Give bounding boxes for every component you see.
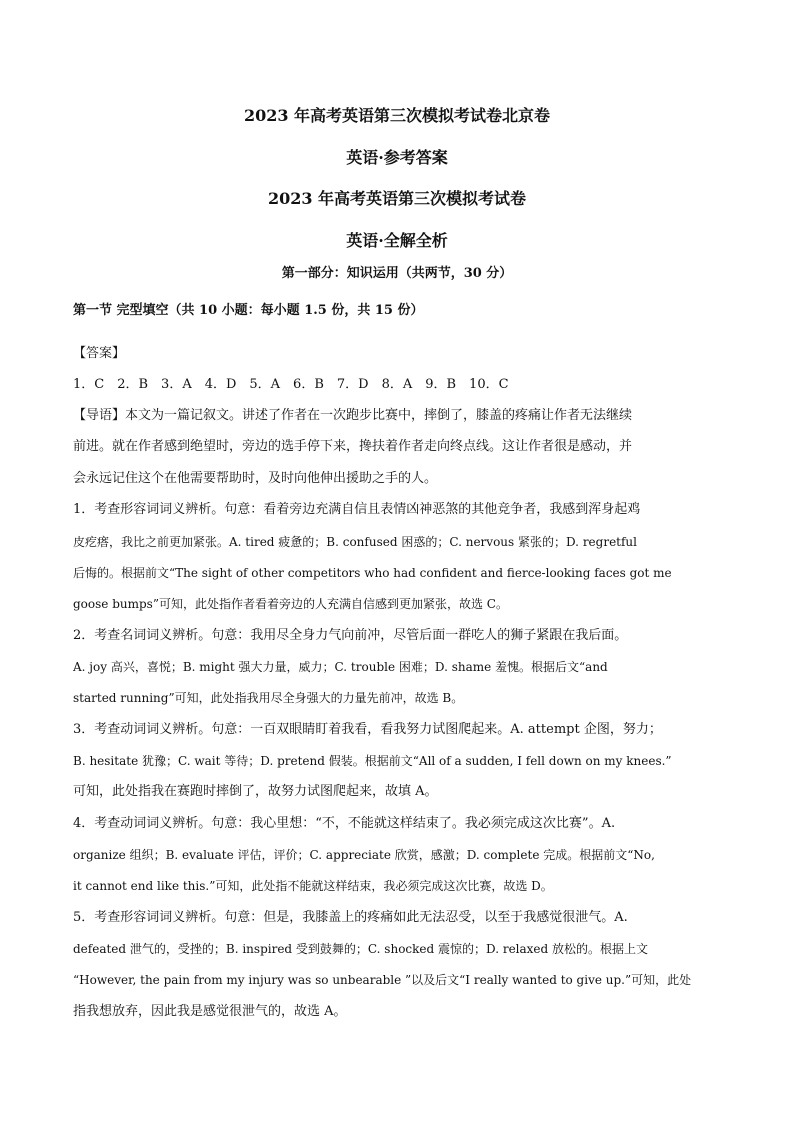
explanation-line: 5．考查形容词词义辨析。句意：但是，我膝盖上的疼痛如此无法忍受，以至于我感觉很泄气。A. [73,910,628,925]
answer-label: 【答案】 [73,346,126,361]
intro-line: 前进。就在作者感到绝望时，旁边的选手停下来，搀扶着作者走向终点线。这让作者很是感动，并 [73,439,633,454]
section-title: 第一节 完型填空（共 10 小题：每小题 1.5 份，共 15 份） [73,303,424,318]
explanation-line: 3．考查动词词义辨析。句意：一百双眼睛盯着我看，看我努力试图爬起来。A. attempt 企图，努力； [73,722,662,737]
explanation-line: organize 组织；B. evaluate 评估，评价；C. appreciate 欣赏，感激；D. complete 完成。根据前文“No, [73,848,655,862]
intro-line: 【导语】本文为一篇记叙文。讲述了作者在一次跑步比赛中，摔倒了，膝盖的疼痛让作者无法继续 [73,408,633,423]
explanation-line: 4．考查动词词义辨析。句意：我心里想：“不，不能就这样结束了。我必须完成这次比赛”。A. [73,816,616,831]
exam-title: 2023 年高考英语第三次模拟考试卷 [267,189,527,208]
part-title: 第一部分：知识运用（共两节，30 分） [281,266,513,281]
main-title: 2023 年高考英语第三次模拟考试卷北京卷 [243,106,551,125]
explanation-line: 后悔的。根据前文“The sight of other competitors who had confident and fierce-looking faces got me [73,566,672,580]
explanation-line: 2．考查名词词义辨析。句意：我用尽全身力气向前冲，尽管后面一群吃人的狮子紧跟在我后面。 [73,628,628,643]
explanation-line: 1．考查形容词词义辨析。句意：看着旁边充满自信且表情凶神恶煞的其他竞争者，我感到浑身起鸡 [73,502,641,517]
explanation-line: defeated 泄气的，受挫的；B. inspired 受到鼓舞的；C. shocked 震惊的；D. relaxed 放松的。根据上文 [73,942,649,956]
explanation-line: B. hesitate 犹豫；C. wait 等待；D. pretend 假装。根据前文“All of a sudden, I fell down on my knees.” [73,754,672,768]
analysis-title: 英语·全解全析 [346,231,448,250]
explanation-line: goose bumps”可知，此处指作者看着旁边的人充满自信感到更加紧张，故选 C。 [73,597,508,611]
answer-title: 英语·参考答案 [346,148,448,167]
explanation-line: A. joy 高兴，喜悦；B. might 强大力量，威力；C. trouble 困难；D. shame 羞愧。根据后文“and [73,660,608,674]
intro-line: 会永远记住这个在他需要帮助时，及时向他伸出援助之手的人。 [73,471,438,486]
answer-key: 1．C 2．B 3．A 4．D 5．A 6．B 7．D 8．A 9．B 10．C [73,377,509,392]
explanation-line: 指我想放弃，因此我是感觉很泄气的，故选 A。 [73,1004,347,1019]
explanation-line: started running”可知，此处指我用尽全身强大的力量先前冲，故选 B。 [73,691,464,705]
explanation-line: 皮疙瘩，我比之前更加紧张。A. tired 疲惫的；B. confused 困惑的；C. nervous 紧张的；D. regretful [73,535,638,549]
explanation-line: 可知，此处指我在赛跑时摔倒了，故努力试图爬起来，故填 A。 [73,784,438,799]
explanation-line: it cannot end like this.”可知，此处指不能就这样结束，我必须完成这次比赛，故选 D。 [73,879,553,893]
explanation-line: “However, the pain from my injury was so unbearable ”以及后文“I really wanted to give up.”可知，此处 [73,973,692,987]
